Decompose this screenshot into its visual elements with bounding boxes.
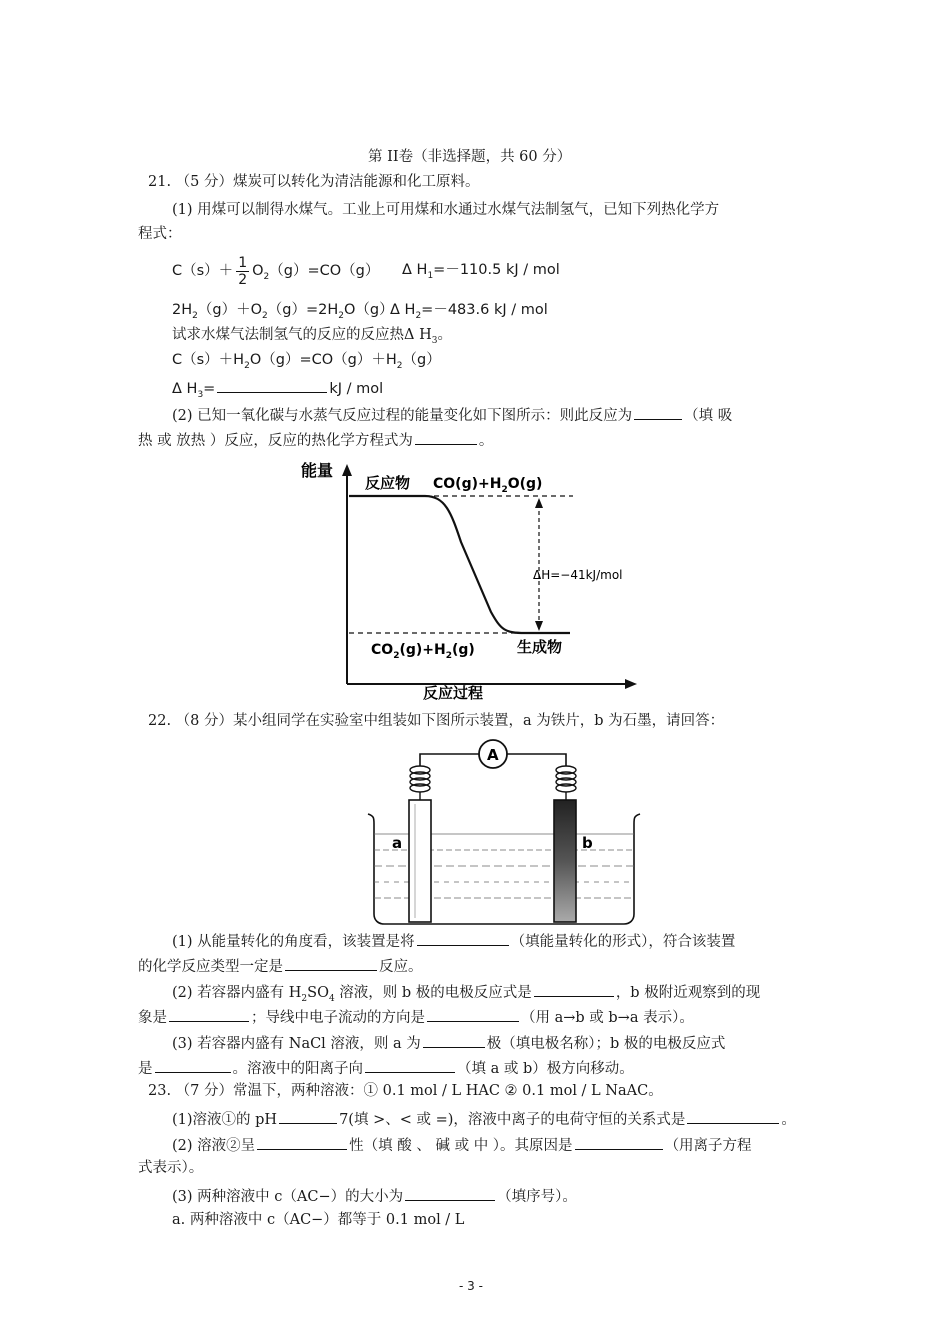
energy-conversion-blank[interactable] — [417, 929, 509, 946]
delta-h-label: ΔH=−41kJ/mol — [533, 568, 623, 582]
q23-part1: (1)溶液①的 pH 7(填 >、< 或 =)，溶液中离子的电荷守恒的关系式是 。 — [172, 1107, 796, 1130]
product-formula: $CO_2(g)+H_2(g)$ — [371, 642, 475, 661]
ammeter-label: A — [487, 746, 499, 764]
reactant-label: 反应物 — [365, 474, 411, 492]
energy-diagram — [295, 452, 645, 702]
q21-equation-1: C（s）＋ $\frac{1}{2}$ $O_2(g)=CO(g)$ — [172, 254, 380, 288]
electron-direction-blank[interactable] — [427, 1005, 519, 1022]
x-axis-arrow — [625, 679, 637, 689]
electrode-name-blank[interactable] — [423, 1031, 485, 1048]
electrode-a-iron — [409, 800, 431, 922]
charge-conservation-blank[interactable] — [687, 1107, 779, 1124]
q21-equation-2: $2H_2(g)+O_2(g)=2H_2O(g)$ — [172, 302, 394, 321]
q22-part2-line2: 象是 ；导线中电子流动的方向是 （用 a→b 或 b→a 表示）。 — [138, 1005, 694, 1028]
ac-concentration-blank[interactable] — [405, 1184, 495, 1201]
electrode-b-graphite — [554, 800, 576, 922]
delta-h-arrow-top — [535, 498, 543, 508]
cation-direction-blank[interactable] — [365, 1056, 455, 1073]
q22-intro: 22. （8 分）某小组同学在实验室中组装如下图所示装置，a 为铁片，b 为石墨，请回答： — [148, 713, 725, 729]
q21-ask: 试求水煤气法制氢气的反应的反应热Δ $H_3$。 — [172, 327, 452, 346]
reactant-formula: $CO(g)+H_2O(g)$ — [433, 476, 543, 495]
q22-part3-line2: 是 。溶液中的阳离子向 （填 a 或 b）极方向移动。 — [138, 1056, 634, 1079]
q23-part2-line1: (2) 溶液②呈 性（填 酸 、 碱 或 中 ）。其原因是 （用离子方程 — [172, 1133, 752, 1156]
q21-intro: 21. （5 分）煤炭可以转化为清洁能源和化工原料。 — [148, 174, 480, 190]
q23-intro: 23. （7 分）常温下，两种溶液：① 0.1 mol / L HAC ② 0.1 mol / L NaAC。 — [148, 1083, 663, 1099]
electrode-a-label: a — [392, 834, 403, 852]
q21-part2-line2: 热 或 放热 ）反应，反应的热化学方程式为 。 — [138, 428, 493, 451]
ph-compare-blank[interactable] — [279, 1107, 337, 1124]
q23-option-a: a. 两种溶液中 c（AC−）都等于 0.1 mol / L — [172, 1212, 465, 1228]
page-number: - 3 - — [459, 1279, 483, 1293]
q23-part2-line2: 式表示）。 — [138, 1160, 204, 1176]
q21-dh3-answer: Δ $H_3=$ kJ / mol — [172, 376, 383, 405]
q21-equation-3: $C(s)+H_2O(g)=CO(g)+H_2(g)$ — [172, 352, 441, 371]
section-title: 第 II卷（非选择题，共 60 分） — [368, 149, 572, 165]
electrode-b-label: b — [582, 834, 593, 852]
b-electrode-nacl-blank[interactable] — [155, 1056, 231, 1073]
q22-part1-line2: 的化学反应类型一定是 反应。 — [138, 954, 423, 977]
left-wire — [420, 754, 479, 766]
acidity-blank[interactable] — [257, 1133, 347, 1150]
right-wire — [507, 754, 566, 766]
q22-part3-line1: (3) 若容器内盛有 NaCl 溶液，则 a 为 极（填电极名称）；b 极的电极反应式 — [172, 1031, 725, 1054]
q22-part1-line1: (1) 从能量转化的角度看，该装置是将 （填能量转化的形式），符合该装置 — [172, 929, 735, 952]
left-coil — [410, 766, 430, 800]
q21-part2-line1: (2) 已知一氧化碳与水蒸气反应过程的能量变化如下图所示：则此反应为 （填 吸 — [172, 403, 732, 426]
b-electrode-equation-blank[interactable] — [534, 980, 614, 997]
phenomenon-blank[interactable] — [169, 1005, 249, 1022]
dh3-answer-blank[interactable] — [217, 376, 327, 393]
thermo-equation-blank[interactable] — [415, 428, 477, 445]
q21-dh2: Δ $H_2=-483.6$ kJ / mol — [390, 302, 548, 321]
right-coil — [556, 766, 576, 800]
heat-type-blank[interactable] — [634, 403, 682, 420]
q22-part2-line1: (2) 若容器内盛有 $H_2SO_4$ 溶液，则 b 极的电极反应式是 ，b 极附近观察到的现 — [172, 980, 760, 1009]
y-axis-arrow — [342, 464, 352, 476]
half-fraction: $\frac{1}{2}$ — [238, 254, 248, 288]
x-axis-label: 反应过程 — [423, 684, 484, 702]
y-axis-label: 能量 — [301, 461, 334, 480]
product-label: 生成物 — [517, 638, 563, 656]
q21-dh1: Δ $H_1=-110.5$ kJ / mol — [402, 262, 560, 281]
delta-h-arrow-bottom — [535, 621, 543, 631]
electrochemical-cell-diagram — [360, 734, 650, 928]
ionic-equation-blank[interactable] — [575, 1133, 663, 1150]
q21-part1-line2: 程式： — [138, 226, 182, 242]
q23-part3: (3) 两种溶液中 c（AC−）的大小为 （填序号）。 — [172, 1184, 577, 1207]
reaction-type-blank[interactable] — [285, 954, 377, 971]
q21-part1-line1: (1) 用煤可以制得水煤气。工业上可用煤和水通过水煤气法制氢气，已知下列热化学方 — [172, 202, 720, 218]
energy-curve — [349, 496, 570, 633]
